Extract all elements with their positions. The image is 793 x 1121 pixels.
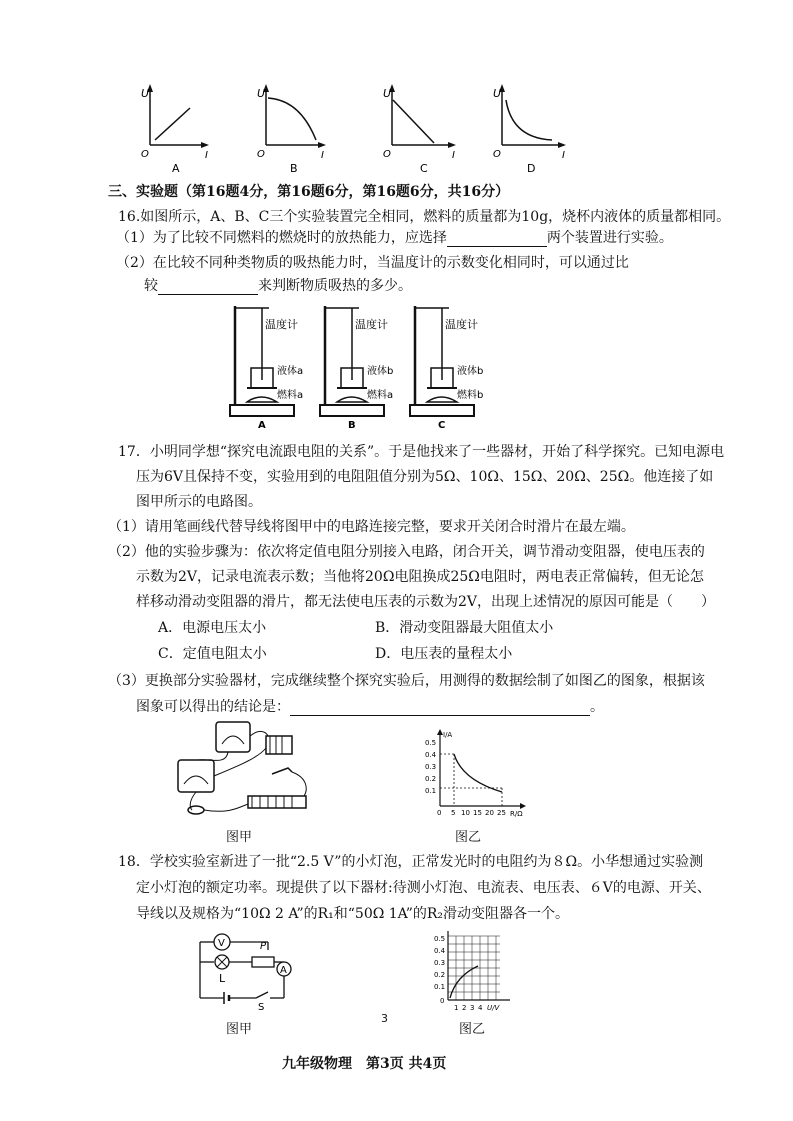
ammeter-label: A <box>280 965 287 976</box>
q17-stem-line3: 图甲所示的电路图。 <box>136 494 262 510</box>
option-c-label: C <box>420 162 428 175</box>
q18-iu-graph <box>432 928 532 1013</box>
q16-stem: 16.如图所示，A、B、C三个实验装置完全相同，燃料的质量都为10g，烧杯内液体的质量都相同。 <box>118 209 731 225</box>
y-tick: 0.4 <box>434 947 446 955</box>
top-graphs <box>0 0 793 180</box>
y-tick: 0.2 <box>425 775 437 783</box>
apparatus-letter: C <box>438 420 446 430</box>
q17-part2-line1: （2）他的实验步骤为：依次将定值电阻分别接入电路，闭合开关，调节滑动变阻器，使电压表的 <box>108 544 705 560</box>
rheostat-symbol <box>252 957 274 967</box>
q16-apparatus-figure <box>225 302 505 430</box>
q17-option-c[interactable]: C．定值电阻太小 <box>158 646 267 662</box>
q16-part1 <box>116 229 673 247</box>
q17-option-d[interactable]: D．电压表的量程太小 <box>375 646 513 662</box>
voltmeter-sketch <box>216 722 250 752</box>
q17-figure-yi-graph <box>422 728 532 818</box>
x-tick: 2 <box>462 1004 467 1012</box>
fuel-label: 燃料a <box>277 390 304 401</box>
apparatus-letter: A <box>258 420 266 430</box>
q17-part3-line2 <box>136 698 604 716</box>
axis-o-label: O <box>141 149 149 160</box>
fuel-label: 燃料a <box>367 390 394 401</box>
y-tick: 0.5 <box>425 739 437 747</box>
option-b-label: B <box>290 162 298 175</box>
q17-part3-text: 图象可以得出的结论是： <box>136 699 290 715</box>
graph-c <box>383 84 456 175</box>
q17-option-a[interactable]: A．电源电压太小 <box>158 620 267 636</box>
q17-part3-line1: （3）更换部分实验器材，完成继续整个探究实验后，用测得的数据绘制了如图乙的图象，根据该 <box>108 673 705 689</box>
y-tick: 0.1 <box>434 983 446 991</box>
axis-u-label: U <box>493 87 502 100</box>
q17-option-b[interactable]: B．滑动变阻器最大阻值太小 <box>375 620 554 636</box>
voltmeter-label: V <box>218 938 225 949</box>
axis-u-label: U <box>257 87 266 100</box>
switch-label: S <box>258 1002 265 1010</box>
graph-b <box>257 84 326 175</box>
q18-figure-yi-caption: 图乙 <box>459 1022 486 1037</box>
q17-stem-line2: 压为6V且保持不变，实验用到的电阻阻值分别为5Ω、10Ω、15Ω、20Ω、25Ω。他连接了如 <box>136 469 714 485</box>
graph-d <box>493 84 566 175</box>
liquid-label: 液体a <box>277 366 304 377</box>
q17-part3-blank[interactable] <box>290 701 590 716</box>
q17-part2-line3: 样移动滑动变阻器的滑片，都无法使电压表的示数为2V，出现上述情况的原因可能是（ ） <box>136 594 716 610</box>
x-tick: 4 <box>478 1004 483 1012</box>
q17-part3-text-end: 。 <box>590 699 604 715</box>
liquid-label: 液体b <box>457 366 484 377</box>
x-tick: 3 <box>470 1004 475 1012</box>
q16-part1-blank[interactable] <box>447 232 547 247</box>
option-a-label: A <box>172 162 180 175</box>
q18-figure-jia-caption: 图甲 <box>226 1022 253 1037</box>
q17-figure-jia-apparatus <box>168 718 318 826</box>
page-marker: 3 <box>381 1012 388 1025</box>
q17-part2-line2: 示数为2V，记录电流表示数；当他将20Ω电阻换成25Ω电阻时，两电表正常偏转，但无论怎 <box>136 569 704 585</box>
axis-o-label: O <box>257 149 265 160</box>
liquid-label: 液体b <box>367 366 394 377</box>
x-tick: 25 <box>497 809 506 817</box>
q18-circuit-diagram <box>190 930 305 1010</box>
y-tick: 0.3 <box>434 959 446 967</box>
thermometer-label: 温度计 <box>265 318 298 331</box>
section3-heading: 三、实验题（第16题4分，第16题6分，第16题6分，共16分） <box>108 184 510 200</box>
x-tick: 20 <box>485 809 494 817</box>
axis-o-label: O <box>493 149 501 160</box>
q17-figure-jia-caption: 图甲 <box>226 830 253 845</box>
q16-part2-line1: （2）在比较不同种类物质的吸热能力时，当温度计的示数变化相同时，可以通过比 <box>116 255 629 271</box>
switch-symbol <box>256 992 268 998</box>
q18-line1: 18．学校实验室新进了一批“2.5 V”的小灯泡，正常发光时的电阻约为８Ω。小华想通过实验测 <box>118 854 704 870</box>
x-tick: 1 <box>454 1004 459 1012</box>
slider-label: P <box>260 941 267 952</box>
y-tick: 0 <box>440 997 445 1005</box>
y-tick: 0.2 <box>434 971 446 979</box>
q16-part1-text-end: 两个装置进行实验。 <box>546 230 673 246</box>
axis-i-label: I <box>321 150 324 161</box>
rheostat-sketch <box>248 796 306 808</box>
switch-sketch <box>272 768 292 774</box>
apparatus-b <box>320 306 393 430</box>
x-tick: 5 <box>451 809 456 817</box>
i-r-curve <box>454 754 502 792</box>
x-axis-label: U/V <box>487 1004 500 1012</box>
axis-o-label: O <box>383 149 391 160</box>
y-tick: 0.3 <box>425 763 437 771</box>
x-tick: 10 <box>461 809 470 817</box>
apparatus-a <box>230 306 303 430</box>
x-tick: 15 <box>473 809 482 817</box>
q16-part2-text: 较 <box>144 278 158 294</box>
x-tick: 0 <box>437 809 442 817</box>
axis-u-label: U <box>141 87 150 100</box>
y-axis-label: I/A <box>443 731 453 739</box>
q17-figure-yi-caption: 图乙 <box>455 830 482 845</box>
axis-i-label: I <box>205 150 208 161</box>
q16-part2-text-end: 来判断物质吸热的多少。 <box>258 278 412 294</box>
q17-stem-line1: 17．小明同学想“探究电流跟电阻的关系”。于是他找来了一些器材，开始了科学探究。已知电源电 <box>118 444 725 460</box>
option-d-label: D <box>527 162 536 175</box>
q16-part2-blank[interactable] <box>158 280 258 295</box>
thermometer-label: 温度计 <box>355 318 388 331</box>
q18-line2: 定小灯泡的额定功率。现提供了以下器材:待测小灯泡、电流表、电压表、６V的电源、开关、 <box>136 880 711 896</box>
q18-line3: 导线以及规格为“10Ω 2 A”的R₁和“50Ω 1A”的R₂滑动变阻器各一个。 <box>136 906 570 922</box>
lamp-label: L <box>219 972 226 985</box>
q16-part2-line2 <box>144 277 412 295</box>
apparatus-c <box>410 306 483 430</box>
y-tick: 0.4 <box>425 751 437 759</box>
x-axis-label: R/Ω <box>510 810 523 818</box>
q16-part1-text: （1）为了比较不同燃料的燃烧时的放热能力，应选择 <box>116 230 447 246</box>
fuel-label: 燃料b <box>457 390 484 401</box>
y-tick: 0.1 <box>425 787 437 795</box>
axis-u-label: U <box>383 87 392 100</box>
q17-part1: （1）请用笔画线代替导线将图甲中的电路连接完整，要求开关闭合时滑片在最左端。 <box>108 519 635 535</box>
axis-i-label: I <box>452 150 455 161</box>
y-tick: 0.5 <box>434 935 446 943</box>
graph-a <box>141 84 209 175</box>
thermometer-label: 温度计 <box>445 318 478 331</box>
apparatus-letter: B <box>348 420 356 430</box>
axis-i-label: I <box>562 150 565 161</box>
page-footer: 九年级物理 第3页 共4页 <box>282 1056 447 1072</box>
